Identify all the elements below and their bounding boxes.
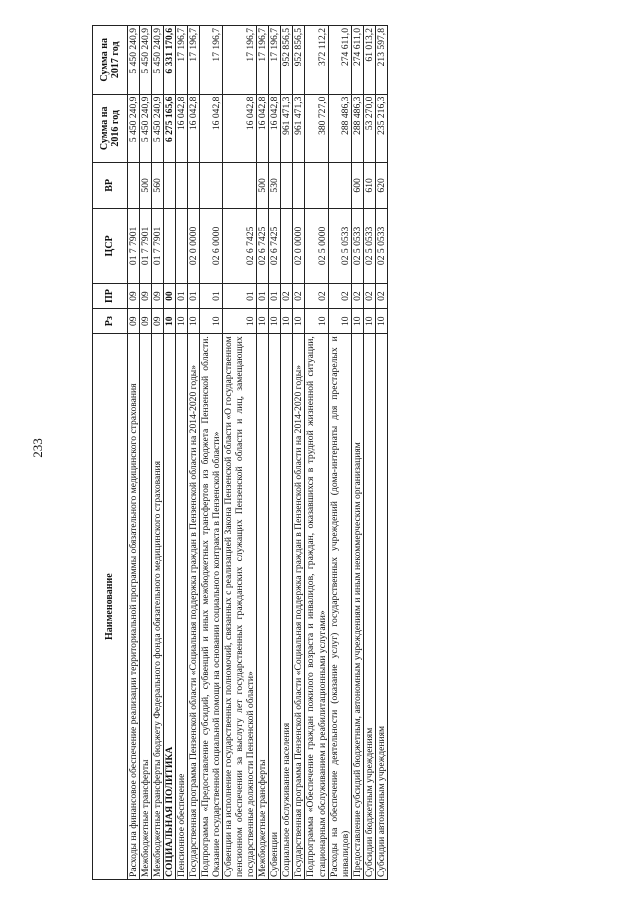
cell-pr: 01 (188, 284, 200, 309)
cell-name: Подпрограмма «Предоставление субсидий, субвенций и иных межбюджетных трансфертов из бюджета Пензенской области. Оказание государственной социальной помощи на основании социального контракта в Пензенской области» (200, 334, 223, 880)
cell-name: Расходы на финансовое обеспечение реализации территориальной программы обязательного медицинского страхования (128, 334, 140, 880)
cell-csr (164, 208, 176, 283)
table-header-row (93, 26, 128, 880)
cell-name: Субсидии бюджетным учреждениям (363, 334, 375, 880)
cell-rz: 10 (257, 309, 269, 334)
cell-rz: 10 (375, 309, 387, 334)
cell-pr: 01 (257, 284, 269, 309)
cell-rz: 09 (128, 309, 140, 334)
cell-sum-2017: 5 450 240,9 (140, 26, 152, 95)
cell-rz: 10 (281, 309, 293, 334)
cell-vr (200, 163, 223, 209)
cell-name: Пенсионное обеспечение (176, 334, 188, 880)
cell-sum-2016: 16 042,8 (176, 94, 188, 163)
cell-csr: 02 6 7425 (223, 208, 257, 283)
cell-name: Расходы на обеспечение деятельности (оказание услуг) государственных учреждений (дома-интернаты для престарелых и инвалидов) (328, 334, 351, 880)
cell-pr: 09 (140, 284, 152, 309)
table-row (257, 26, 269, 880)
cell-csr: 01 7 7901 (128, 208, 140, 283)
cell-vr: 530 (269, 163, 281, 209)
cell-csr: 02 5 0533 (351, 208, 363, 283)
table-body (128, 26, 388, 880)
cell-name: Межбюджетные трансферты (140, 334, 152, 880)
cell-sum-2016: 235 216,3 (375, 94, 387, 163)
header-sum-2016: Сумма на 2016 год (93, 94, 128, 163)
table-row (223, 26, 257, 880)
cell-pr: 01 (200, 284, 223, 309)
cell-rz: 10 (351, 309, 363, 334)
cell-sum-2016: 5 450 240,9 (140, 94, 152, 163)
header-vr: ВР (93, 163, 128, 209)
cell-sum-2017: 213 597,8 (375, 26, 387, 95)
cell-pr: 02 (305, 284, 328, 309)
cell-rz: 10 (363, 309, 375, 334)
cell-sum-2016: 6 275 165,6 (164, 94, 176, 163)
cell-sum-2016: 16 042,8 (269, 94, 281, 163)
cell-csr: 02 5 0000 (305, 208, 328, 283)
cell-csr: 02 0 0000 (293, 208, 305, 283)
cell-pr: 02 (281, 284, 293, 309)
cell-rz: 10 (176, 309, 188, 334)
cell-sum-2017: 17 196,7 (257, 26, 269, 95)
cell-name: Межбюджетные трансферты (257, 334, 269, 880)
table-row (281, 26, 293, 880)
cell-pr: 01 (269, 284, 281, 309)
cell-sum-2017: 6 331 170,6 (164, 26, 176, 95)
cell-name: Государственная программа Пензенской области «Социальная поддержка граждан в Пензенской области на 2014-2020 годы» (188, 334, 200, 880)
table-row (140, 26, 152, 880)
cell-rz: 10 (293, 309, 305, 334)
cell-sum-2017: 952 856,5 (293, 26, 305, 95)
cell-rz: 10 (305, 309, 328, 334)
cell-vr: 610 (363, 163, 375, 209)
cell-sum-2016: 16 042,8 (223, 94, 257, 163)
cell-csr: 01 7 7901 (140, 208, 152, 283)
cell-vr: 600 (351, 163, 363, 209)
cell-sum-2017: 274 611,0 (328, 26, 351, 95)
cell-sum-2017: 5 450 240,9 (152, 26, 164, 95)
cell-sum-2016: 5 450 240,9 (152, 94, 164, 163)
cell-pr: 09 (152, 284, 164, 309)
cell-pr: 02 (293, 284, 305, 309)
cell-name: Государственная программа Пензенской области «Социальная поддержка граждан в Пензенской области на 2014-2020 годы» (293, 334, 305, 880)
cell-sum-2017: 372 112,2 (305, 26, 328, 95)
cell-rz: 10 (164, 309, 176, 334)
page-number: 233 (29, 438, 45, 458)
table-row (363, 26, 375, 880)
cell-rz: 10 (328, 309, 351, 334)
cell-name: Предоставление субсидий бюджетным, автономным учреждениям и иным некоммерческим организациям (351, 334, 363, 880)
cell-name: Межбюджетные трансферты бюджету Федерального фонда обязательного медицинского страхования (152, 334, 164, 880)
cell-sum-2017: 61 013,2 (363, 26, 375, 95)
header-csr: ЦСР (93, 208, 128, 283)
cell-sum-2017: 274 611,0 (351, 26, 363, 95)
cell-vr (223, 163, 257, 209)
cell-sum-2017: 17 196,7 (223, 26, 257, 95)
table-row (328, 26, 351, 880)
cell-sum-2016: 53 270,0 (363, 94, 375, 163)
cell-csr: 02 5 0533 (363, 208, 375, 283)
cell-sum-2016: 288 486,3 (351, 94, 363, 163)
cell-pr: 02 (351, 284, 363, 309)
table-row (305, 26, 328, 880)
cell-rz: 09 (140, 309, 152, 334)
cell-vr (188, 163, 200, 209)
table-row (351, 26, 363, 880)
table-row (269, 26, 281, 880)
header-pr: ПР (93, 284, 128, 309)
budget-table (92, 25, 388, 880)
cell-name: Субвенции (269, 334, 281, 880)
cell-vr (164, 163, 176, 209)
rotated-page-content (92, 25, 592, 880)
cell-vr: 560 (152, 163, 164, 209)
cell-sum-2016: 961 471,3 (281, 94, 293, 163)
cell-sum-2016: 16 042,8 (188, 94, 200, 163)
cell-sum-2016: 288 486,3 (328, 94, 351, 163)
cell-csr: 02 5 0533 (328, 208, 351, 283)
cell-rz: 10 (200, 309, 223, 334)
cell-csr: 02 5 0533 (375, 208, 387, 283)
table-row (188, 26, 200, 880)
cell-csr (281, 208, 293, 283)
cell-csr: 02 6 7425 (269, 208, 281, 283)
cell-pr: 02 (363, 284, 375, 309)
cell-csr: 02 6 0000 (200, 208, 223, 283)
cell-vr (305, 163, 328, 209)
cell-name: Субвенции на исполнение государственных полномочий, связанных с реализацией Закона Пензенской области «О государственном пенсионном обеспечении за выслугу лет государственных гражданских служащих Пензенской области и лиц, замещающих государственные должности Пензенской области» (223, 334, 257, 880)
cell-sum-2017: 5 450 240,9 (128, 26, 140, 95)
table-row (164, 26, 176, 880)
cell-sum-2017: 17 196,7 (200, 26, 223, 95)
table-row (375, 26, 387, 880)
cell-name: Социальное обслуживание населения (281, 334, 293, 880)
cell-pr: 00 (164, 284, 176, 309)
cell-rz: 09 (152, 309, 164, 334)
table-row (128, 26, 140, 880)
cell-sum-2017: 17 196,7 (176, 26, 188, 95)
header-sum-2017: Сумма на 2017 год (93, 26, 128, 95)
cell-csr (176, 208, 188, 283)
cell-vr (281, 163, 293, 209)
cell-sum-2017: 952 856,5 (281, 26, 293, 95)
cell-vr: 620 (375, 163, 387, 209)
cell-rz: 10 (223, 309, 257, 334)
cell-vr (293, 163, 305, 209)
cell-sum-2017: 17 196,7 (188, 26, 200, 95)
cell-vr (176, 163, 188, 209)
cell-name: Субсидии автономным учреждениям (375, 334, 387, 880)
cell-vr (128, 163, 140, 209)
cell-csr: 02 0 0000 (188, 208, 200, 283)
table-row (176, 26, 188, 880)
table-row (152, 26, 164, 880)
cell-pr: 02 (328, 284, 351, 309)
cell-sum-2017: 17 196,7 (269, 26, 281, 95)
cell-sum-2016: 5 450 240,9 (128, 94, 140, 163)
table-row (200, 26, 223, 880)
cell-vr: 500 (140, 163, 152, 209)
cell-pr: 01 (176, 284, 188, 309)
cell-rz: 10 (188, 309, 200, 334)
cell-sum-2016: 380 727,0 (305, 94, 328, 163)
cell-sum-2016: 16 042,8 (257, 94, 269, 163)
cell-csr: 02 6 7425 (257, 208, 269, 283)
cell-csr: 01 7 7901 (152, 208, 164, 283)
header-rz: Рз (93, 309, 128, 334)
cell-sum-2016: 961 471,3 (293, 94, 305, 163)
cell-name: СОЦИАЛЬНАЯ ПОЛИТИКА (164, 334, 176, 880)
cell-name: Подпрограмма «Обеспечение граждан пожилого возраста и инвалидов, граждан, оказавшихся в трудной жизненной ситуации, стационарным обслуживанием и реабилитационными услугами» (305, 334, 328, 880)
header-name: Наименование (93, 334, 128, 880)
cell-pr: 01 (223, 284, 257, 309)
cell-sum-2016: 16 042,8 (200, 94, 223, 163)
cell-vr (328, 163, 351, 209)
table-row (293, 26, 305, 880)
cell-pr: 02 (375, 284, 387, 309)
cell-pr: 09 (128, 284, 140, 309)
cell-rz: 10 (269, 309, 281, 334)
cell-vr: 500 (257, 163, 269, 209)
